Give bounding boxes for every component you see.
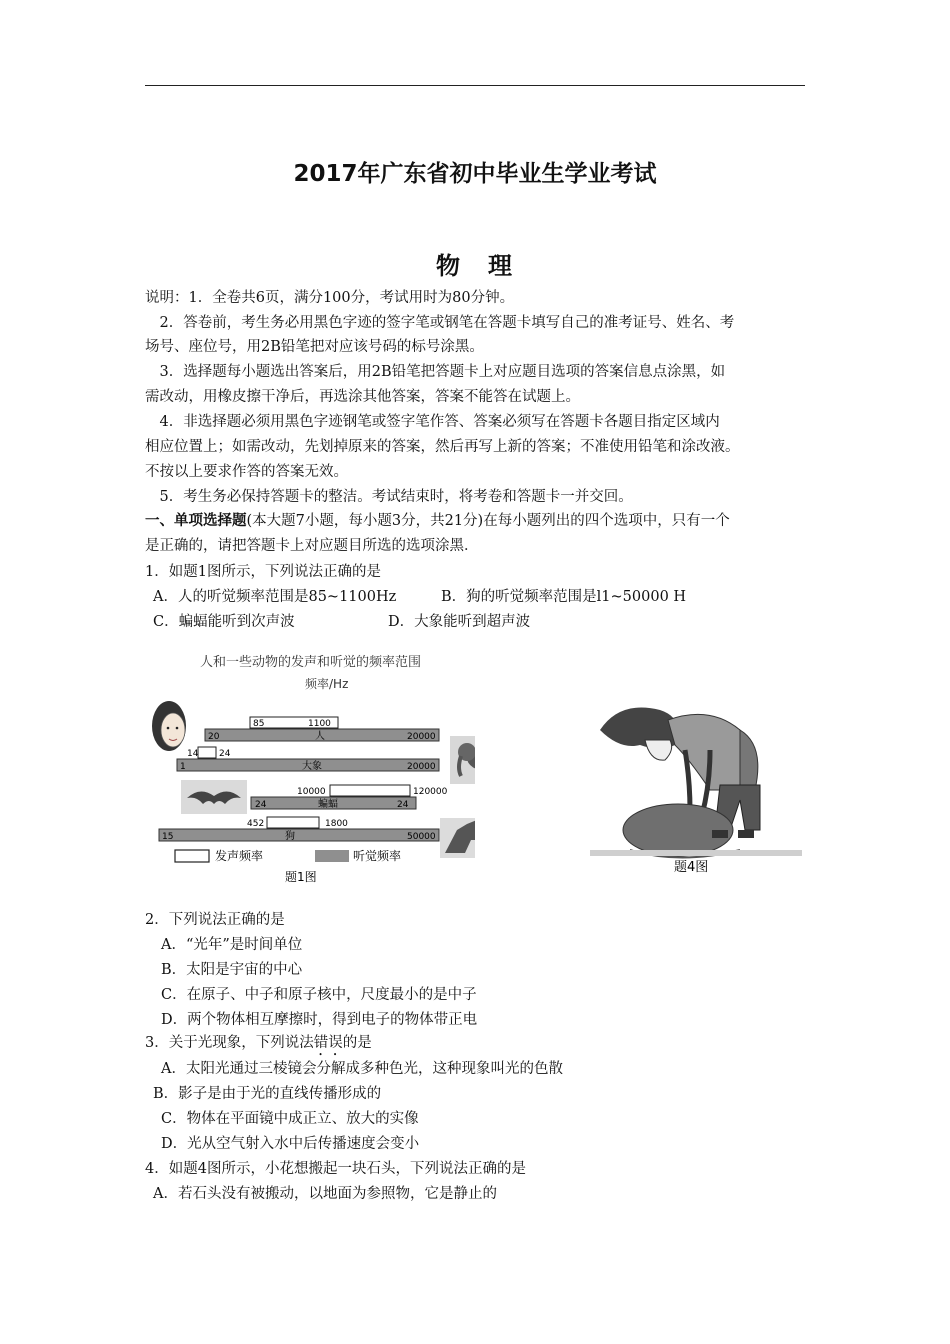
section-intro-line2: 是正确的，请把答题卡上对应题目所选的选项涂黑． (145, 538, 479, 554)
bat-picture (181, 780, 247, 814)
q2-option-a: A．“光年”是时间单位 (161, 937, 303, 953)
instruction-line: 2．答卷前，考生务必用黑色字迹的签字笔或钢笔在答题卡填写自己的准考证号、姓名、考 (145, 315, 735, 331)
dog-hear-high: 50000 (407, 832, 436, 842)
dog-picture (440, 818, 475, 858)
human-picture (152, 701, 186, 751)
human-label: 人 (315, 731, 325, 742)
legend-hearing-label: 听觉频率 (353, 849, 402, 863)
human-hear-low: 20 (208, 732, 220, 742)
q2-option-c: C．在原子、中子和原子核中，尺度最小的是中子 (161, 987, 477, 1003)
q1-option-d: D．大象能听到超声波 (388, 614, 531, 630)
bat-emission-bar (330, 785, 410, 796)
q3-option-a: A．太阳光通过三棱镜会分解成多种色光，这种现象叫光的色散 (161, 1061, 563, 1077)
human-emit-low: 85 (253, 719, 265, 729)
girl-lifting-stone-picture (590, 708, 802, 858)
q1-option-b: B．狗的听觉频率范围是l1~50000 H (441, 589, 687, 605)
dog-emit-low: 452 (247, 819, 265, 829)
human-emit-high: 1100 (308, 719, 331, 729)
instruction-line: 5．考生务必保持答题卡的整洁。考试结束时，将考卷和答题卡一并交回。 (145, 489, 633, 505)
q2-option-b: B．太阳是宇宙的中心 (161, 962, 303, 978)
figure-1-title: 人和一些动物的发声和听觉的频率范围 (200, 655, 422, 670)
q3-option-d: D．光从空气射入水中后传播速度会变小 (161, 1136, 420, 1152)
elephant-emit-high: 24 (219, 749, 231, 759)
legend-emission-swatch (175, 850, 209, 862)
section-heading: 一、单项选择题 (145, 513, 247, 529)
legend-emission-label: 发声频率 (215, 849, 264, 863)
q3-option-b: B．影子是由于光的直线传播形成的 (153, 1086, 382, 1102)
instruction-line: 说明：1．全卷共6页，满分100分，考试用时为80分钟。 (145, 290, 515, 306)
section-intro-text: (本大题7小题，每小题3分，共21分)在每小题列出的四个选项中，只有一个 (246, 513, 730, 529)
q3-stem-text: 3．关于光现象，下列说法 (145, 1035, 314, 1051)
q3-stem-emphasis: 错误 (313, 1035, 343, 1051)
instruction-line: 3．选择题每小题选出答案后，用2B铅笔把答题卡上对应题目选项的答案信息点涂黑，如 (145, 364, 726, 380)
human-hear-high: 20000 (407, 732, 436, 742)
elephant-hear-high: 20000 (407, 762, 436, 772)
q4-stem: 4．如题4图所示，小花想搬起一块石头，下列说法正确的是 (145, 1161, 526, 1177)
instruction-line: 4．非选择题必须用黑色字迹钢笔或签字笔作答、答案必须写在答题卡各题目指定区域内 (145, 414, 720, 430)
figure-4-caption: 题4图 (674, 860, 709, 875)
instruction-line: 不按以上要求作答的答案无效。 (145, 464, 348, 480)
instruction-line: 需改动，用橡皮擦干净后，再选涂其他答案，答案不能答在试题上。 (145, 389, 580, 405)
instruction-line: 相应位置上；如需改动，先划掉原来的答案，然后再写上新的答案；不准使用铅笔和涂改液。 (145, 439, 740, 455)
q3-option-c: C．物体在平面镜中成正立、放大的实像 (161, 1111, 419, 1127)
bat-label: 蝙蝠 (318, 799, 338, 810)
dog-label: 狗 (285, 831, 295, 842)
elephant-picture (450, 736, 475, 784)
header-rule (145, 85, 805, 86)
bat-emit-low: 10000 (297, 787, 326, 797)
q3-stem-end: 的是 (342, 1035, 372, 1051)
bat-hear-high: 24 (397, 800, 409, 810)
figure-4 (590, 690, 805, 875)
q1-stem: 1．如题1图所示，下列说法正确的是 (145, 564, 381, 580)
page-title: 2017年广东省初中毕业生学业考试 (293, 161, 657, 187)
elephant-hear-low: 1 (180, 762, 186, 772)
dog-hearing-bar (159, 829, 439, 841)
figure-1 (145, 648, 475, 888)
section-intro (145, 512, 730, 530)
dog-hear-low: 15 (162, 832, 174, 842)
q1-option-c: C．蝙蝠能听到次声波 (153, 614, 295, 630)
figure-1-caption: 题1图 (285, 870, 317, 884)
legend-hearing-swatch (315, 850, 349, 862)
instruction-line: 场号、座位号，用2B铅笔把对应该号码的标号涂黑。 (145, 339, 484, 355)
figure-1-axis-label: 频率/Hz (305, 677, 349, 691)
dog-emit-high: 1800 (325, 819, 348, 829)
q2-stem: 2．下列说法正确的是 (145, 912, 285, 928)
elephant-emission-bar (198, 747, 216, 758)
q1-option-a: A．人的听觉频率范围是85~1100Hz (153, 589, 397, 605)
bat-hear-low: 24 (255, 800, 267, 810)
dog-emission-bar (267, 817, 319, 828)
bat-emit-high: 120000 (413, 787, 448, 797)
elephant-label: 大象 (302, 761, 322, 772)
q3-stem (145, 1034, 372, 1059)
elephant-emit-low: 14 (187, 749, 199, 759)
q4-option-a: A．若石头没有被搬动，以地面为参照物，它是静止的 (153, 1186, 497, 1202)
subject-title: 物 理 (436, 252, 514, 280)
q2-option-d: D．两个物体相互摩擦时，得到电子的物体带正电 (161, 1012, 478, 1028)
